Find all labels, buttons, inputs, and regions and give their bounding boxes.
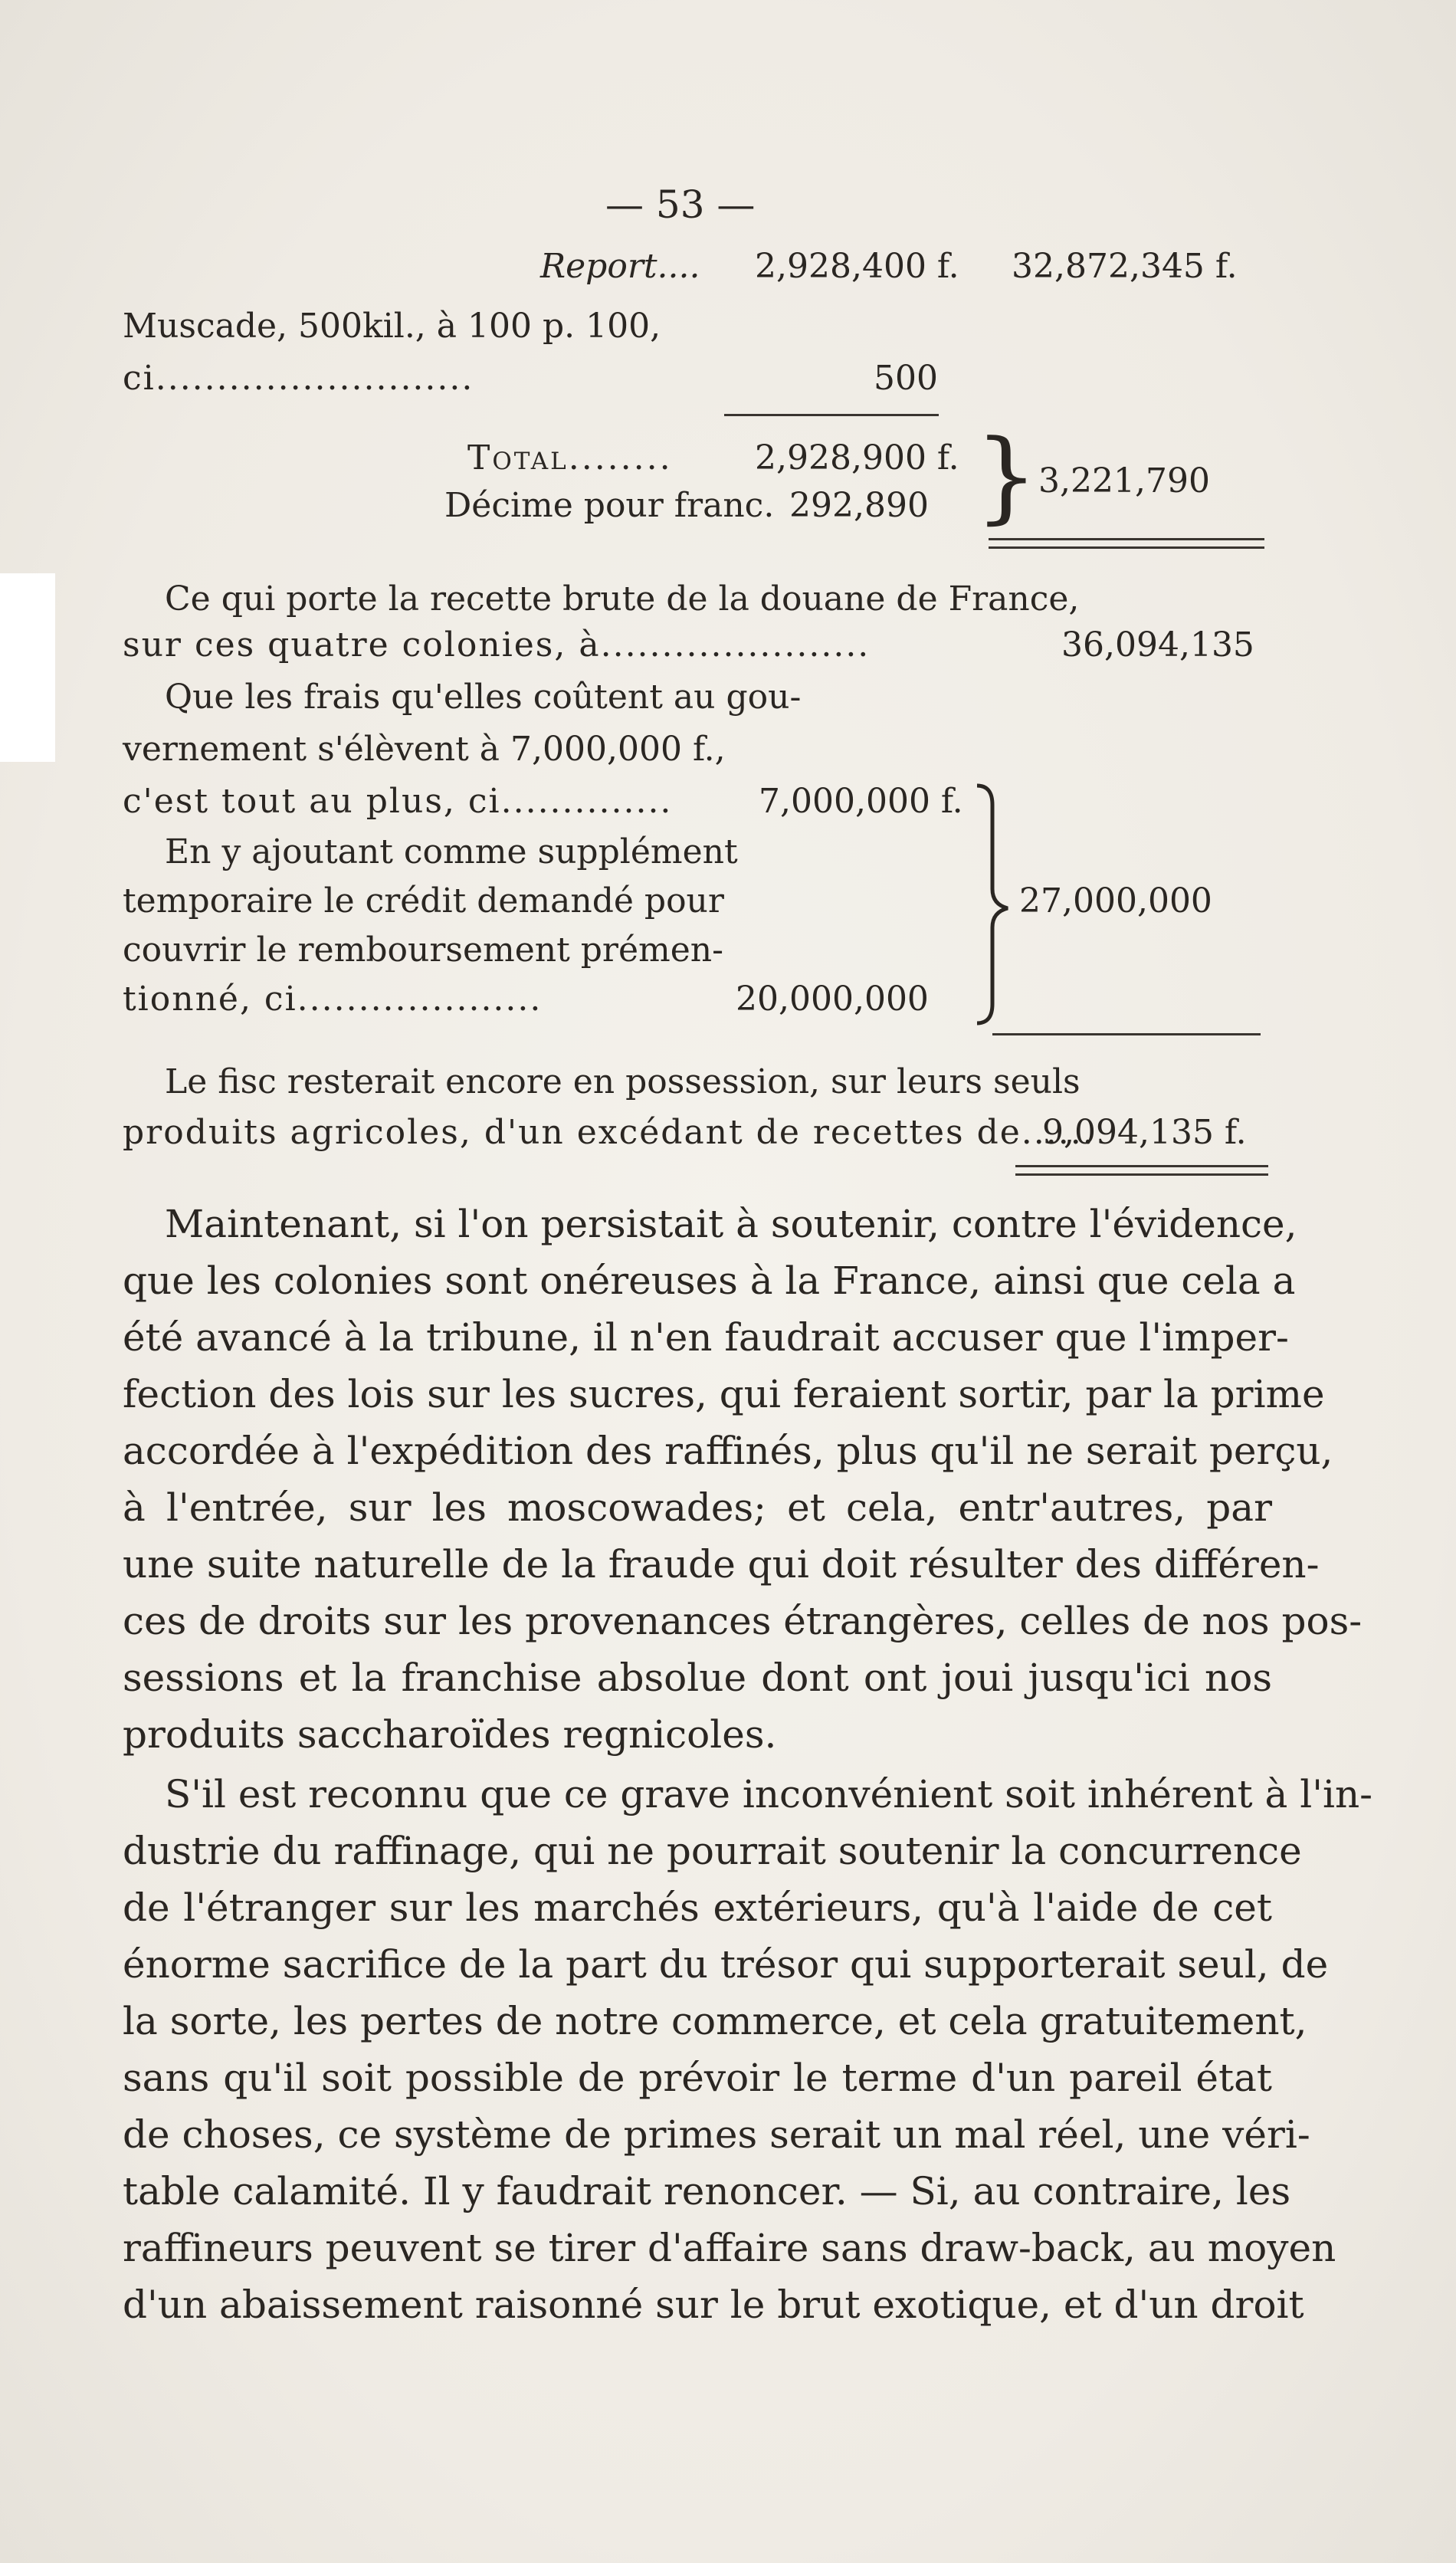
ajout-line-4: tionné, ci....................: [123, 980, 543, 1019]
frais-line-3: c'est tout au plus, ci..............: [123, 782, 673, 821]
p2-line: sans qu'il soit possible de prévoir le terme d'un pareil état: [123, 2056, 1272, 2100]
recette-line-2: sur ces quatre colonies, à......................: [123, 625, 871, 665]
p1-line: été avancé à la tribune, il n'en faudrait accuser que l'imper-: [123, 1315, 1289, 1360]
page-edge-tab: [0, 573, 55, 762]
p2-line: d'un abaissement raisonné sur le brut exotique, et d'un droit: [123, 2282, 1304, 2327]
p1-line: accordée à l'expédition des raffinés, plus qu'il ne serait perçu,: [123, 1429, 1333, 1473]
recette-line-1: Ce qui porte la recette brute de la douane de France,: [165, 579, 1080, 619]
brace-total: }: [975, 418, 1038, 534]
frais-line-2: vernement s'élèvent à 7,000,000 f.,: [123, 730, 726, 769]
fisc-value: 9,094,135 f.: [1042, 1113, 1247, 1152]
p2-line: S'il est reconnu que ce grave inconvénient soit inhérent à l'in-: [165, 1772, 1373, 1816]
muscade-label: Muscade, 500kil., à 100 p. 100,: [123, 307, 661, 346]
p1-line: sessions et la franchise absolue dont ont joui jusqu'ici nos: [123, 1656, 1272, 1700]
ajout-value: 20,000,000: [736, 980, 929, 1019]
p1-line: ces de droits sur les provenances étrangères, celles de nos pos-: [123, 1599, 1363, 1643]
frais-value: 7,000,000 f.: [759, 782, 963, 821]
decime-value: 292,890: [789, 486, 929, 525]
recette-value: 36,094,135: [1061, 625, 1254, 665]
p1-line: Maintenant, si l'on persistait à soutenir, contre l'évidence,: [165, 1202, 1297, 1246]
decime-label: Décime pour franc.: [444, 486, 775, 525]
p2-line: la sorte, les pertes de notre commerce, et cela gratuitement,: [123, 1999, 1307, 2043]
total-label: Total........: [467, 438, 673, 477]
subtotal-rule: [724, 414, 939, 416]
report-value-1: 2,928,400 f.: [755, 247, 959, 286]
ajout-line-2: temporaire le crédit demandé pour: [123, 881, 724, 921]
total-value: 2,928,900 f.: [755, 438, 959, 477]
p2-line: de choses, ce système de primes serait un mal réel, une véri-: [123, 2112, 1310, 2157]
p1-line: fection des lois sur les sucres, qui feraient sortir, par la prime: [123, 1372, 1325, 1416]
p1-line: à l'entrée, sur les moscowades; et cela, entr'autres, par: [123, 1485, 1272, 1530]
report-value-2: 32,872,345 f.: [1012, 247, 1238, 286]
expenses-rule: [992, 1033, 1261, 1035]
total-sum: 3,221,790: [1038, 461, 1210, 500]
p1-line: produits saccharoïdes regnicoles.: [123, 1712, 777, 1757]
double-rule-1: [989, 538, 1264, 549]
expenses-total: 27,000,000: [1019, 881, 1212, 921]
report-label: Report....: [540, 247, 700, 286]
ajout-line-3: couvrir le remboursement prémen-: [123, 930, 723, 970]
p2-line: énorme sacrifice de la part du trésor qui supporterait seul, de: [123, 1942, 1329, 1987]
p2-line: dustrie du raffinage, qui ne pourrait soutenir la concurrence: [123, 1829, 1302, 1873]
muscade-label-ci: ci..........................: [123, 359, 474, 398]
muscade-value: 500: [874, 359, 938, 398]
page-number: — 53 —: [605, 182, 756, 227]
double-rule-2: [1015, 1165, 1268, 1176]
frais-line-1: Que les frais qu'elles coûtent au gou-: [165, 678, 802, 717]
fisc-line-1: Le fisc resterait encore en possession, sur leurs seuls: [165, 1062, 1081, 1101]
fisc-line-2: produits agricoles, d'un excédant de recettes de......: [123, 1113, 1095, 1152]
p2-line: table calamité. Il y faudrait renoncer. — Si, au contraire, les: [123, 2169, 1291, 2214]
p2-line: de l'étranger sur les marchés extérieurs, qu'à l'aide de cet: [123, 1885, 1272, 1930]
p1-line: que les colonies sont onéreuses à la France, ainsi que cela a: [123, 1259, 1296, 1303]
p2-line: raffineurs peuvent se tirer d'affaire sans draw-back, au moyen: [123, 2226, 1336, 2270]
brace-expenses: [969, 782, 1015, 1027]
p1-line: une suite naturelle de la fraude qui doit résulter des différen-: [123, 1542, 1320, 1587]
ajout-line-1: En y ajoutant comme supplément: [165, 832, 738, 871]
